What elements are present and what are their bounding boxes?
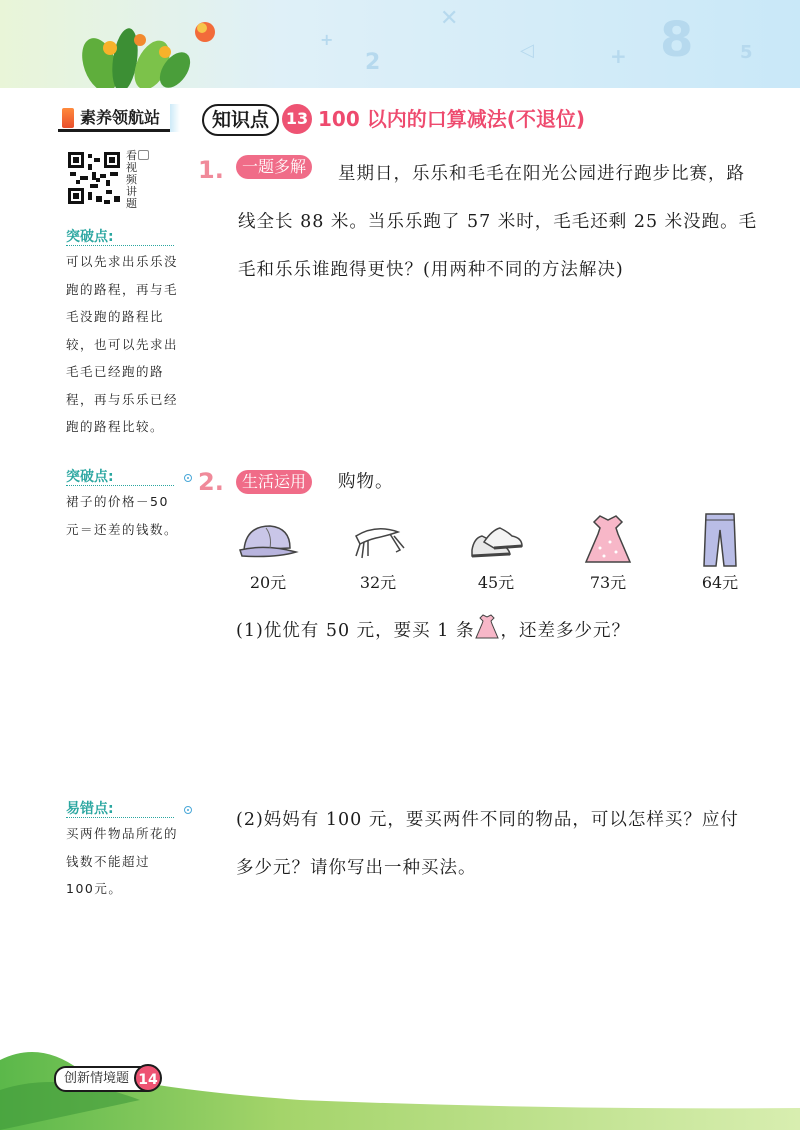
problem-1-tag: 一题多解 (236, 155, 312, 179)
section-tag: 素养领航站 (58, 104, 170, 132)
note-divider (66, 485, 174, 486)
note-divider (66, 245, 174, 246)
header-banner: ✕ 2 ◁ + 8 5 + (0, 0, 800, 88)
knowledge-point-number: 13 (282, 104, 312, 134)
sub-1-text-after: ，还差多少元？ (500, 621, 630, 641)
problem-2-number: 2. (198, 468, 224, 496)
note-heading-2: 突破点: (66, 469, 114, 485)
item-price: 45元 (477, 573, 515, 592)
item-price: 20元 (249, 573, 287, 592)
item-price: 73元 (589, 573, 627, 592)
scarf-icon (338, 516, 418, 564)
plant-decoration (70, 10, 220, 88)
footer-label: 创新情境题 (54, 1066, 159, 1092)
dress-icon (474, 612, 500, 642)
note-divider (66, 817, 174, 818)
item-price: 64元 (701, 573, 739, 592)
note-body-2: 裙子的价格－50元＝还差的钱数。 (66, 494, 179, 537)
sub-1-text-before: (1)优优有 50 元，要买 1 条 (236, 621, 475, 641)
note-body-3: 买两件物品所花的钱数不能超过100元。 (66, 826, 179, 896)
problem-2-lead: 购物。 (338, 472, 394, 492)
page-title: 100 以内的口算减法(不退位) (318, 107, 585, 131)
qr-code-icon[interactable] (66, 150, 122, 206)
note-heading-3: 易错点: (66, 801, 114, 817)
item-price: 32元 (359, 573, 397, 592)
note-marker-icon (184, 474, 192, 482)
cap-icon (228, 518, 308, 562)
problem-1-number: 1. (198, 156, 224, 184)
pants-icon (680, 510, 760, 570)
problem-2-sub-1 (236, 612, 756, 647)
shoes-icon (456, 516, 536, 564)
knowledge-point-label: 知识点 (202, 104, 279, 136)
problem-1-text: 星期日，乐乐和毛毛在阳光公园进行跑步比赛，路线全长 88 米。当乐乐跑了 57 米时，毛毛还剩 25 米没跑。毛毛和乐乐谁跑得更快？(用两种不同的方法解决) (238, 164, 758, 280)
note-marker-icon (184, 806, 192, 814)
video-play-icon (138, 150, 149, 160)
page-number: 14 (134, 1064, 162, 1092)
qr-label: 看视频讲题 (126, 149, 137, 210)
problem-2-tag: 生活运用 (236, 470, 312, 494)
problem-2-sub-2: (2)妈妈有 100 元，要买两件不同的物品，可以怎样买？应付多少元？请你写出一种买法。 (236, 810, 739, 878)
note-heading-1: 突破点: (66, 229, 114, 245)
dress-icon (568, 512, 648, 568)
note-body-1: 可以先求出乐乐没跑的路程，再与毛毛没跑的路程比较，也可以先求出毛毛已经跑的路程，再与乐乐已经跑的路程比较。 (66, 254, 179, 434)
